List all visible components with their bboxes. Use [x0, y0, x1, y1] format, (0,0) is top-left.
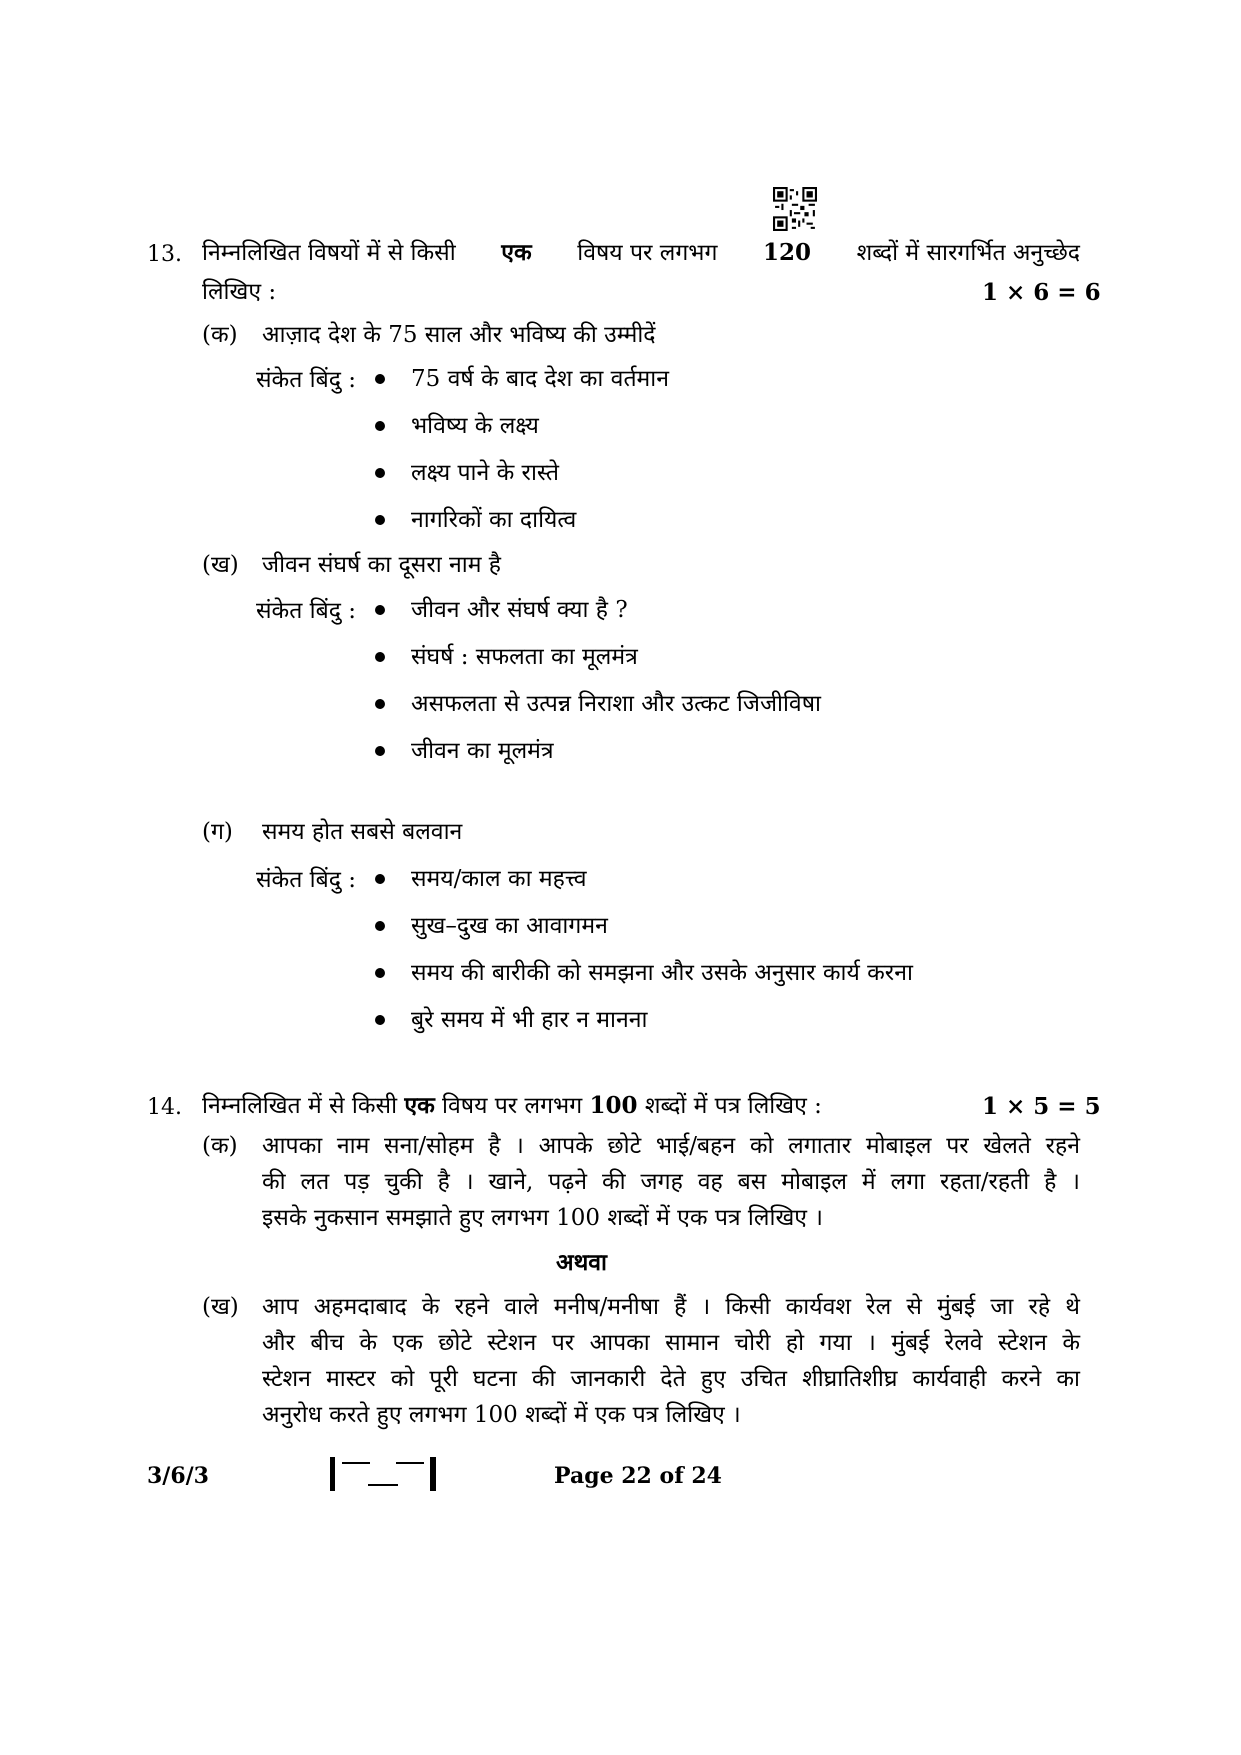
q14-option-b-text	[262, 1289, 1080, 1433]
bullet-icon	[375, 421, 385, 431]
q14-option-a-text	[262, 1128, 1080, 1236]
q13-option-b-label: (ख)	[202, 552, 239, 578]
q13-option-b-hint-label: संकेत बिंदु :	[256, 598, 356, 624]
q14-option-b-line: अनुरोध करते हुए लगभग 100 शब्दों में एक पत्र लिखिए ।	[262, 1402, 741, 1428]
q13-option-b-title: जीवन संघर्ष का दूसरा नाम है	[262, 552, 502, 578]
q14-option-b-line: स्टेशन मास्टर को पूरी घटना की जानकारी देते हुए उचित शीघ्रातिशीघ्र कार्यवाही करने का	[262, 1366, 1080, 1392]
bullet-icon	[375, 921, 385, 931]
bullet-icon	[375, 374, 385, 384]
q14-option-a-line: इसके नुकसान समझाते हुए लगभग 100 शब्दों में एक पत्र लिखिए ।	[262, 1205, 823, 1231]
q13-option-a-label: (क)	[202, 322, 238, 348]
q14-option-b-line: और बीच के एक छोटे स्टेशन पर आपका सामान चोरी हो गया । मुंबई रेलवे स्टेशन के	[262, 1330, 1080, 1356]
bullet-icon	[375, 699, 385, 709]
question-13-marks: 1 × 6 = 6	[982, 279, 1101, 306]
list-item: 75 वर्ष के बाद देश का वर्तमान	[375, 364, 669, 394]
q13-text-pre: निम्नलिखित विषयों में से किसी	[202, 240, 456, 266]
q14-text-mid: विषय पर लगभग	[442, 1093, 583, 1119]
q13-text-mid: विषय पर लगभग	[577, 240, 718, 266]
q14-option-b-label: (ख)	[202, 1294, 239, 1320]
list-item: असफलता से उत्पन्न निराशा और उत्कट जिजीविषा	[375, 689, 821, 719]
q13-text-bold: एक	[501, 239, 532, 266]
bullet-icon	[375, 968, 385, 978]
list-item: समय की बारीकी को समझना और उसके अनुसार कार्य करना	[375, 958, 913, 988]
barcode-icon	[330, 1457, 436, 1491]
q14-text-bold-count: 100	[589, 1092, 638, 1119]
page-number: Page 22 of 24	[554, 1463, 722, 1489]
q13-text-post: शब्दों में सारगर्भित अनुच्छेद	[856, 240, 1080, 266]
bullet-icon	[375, 746, 385, 756]
question-13-line-1	[202, 238, 1080, 268]
list-item: लक्ष्य पाने के रास्ते	[375, 458, 559, 488]
q14-option-a-line: आपका नाम सना/सोहम है । आपके छोटे भाई/बहन को लगातार मोबाइल पर खेलते रहने	[262, 1133, 1080, 1159]
bullet-icon	[375, 515, 385, 525]
q14-text-post: शब्दों में पत्र लिखिए :	[644, 1093, 822, 1119]
list-item: संघर्ष : सफलता का मूलमंत्र	[375, 642, 638, 672]
q14-text-bold: एक	[404, 1092, 435, 1119]
list-item: जीवन का मूलमंत्र	[375, 736, 554, 766]
paper-code: 3/6/3	[147, 1463, 209, 1489]
list-item: समय/काल का महत्त्व	[375, 864, 586, 894]
q13-option-c-title: समय होत सबसे बलवान	[262, 819, 463, 845]
bullet-icon	[375, 468, 385, 478]
list-item: सुख–दुख का आवागमन	[375, 911, 608, 941]
question-14-number: 14.	[147, 1095, 182, 1120]
bullet-icon	[375, 874, 385, 884]
q14-option-a-label: (क)	[202, 1133, 238, 1159]
q13-option-a-title: आज़ाद देश के 75 साल और भविष्य की उम्मीदें	[262, 322, 656, 348]
q13-text-bold-count: 120	[763, 239, 812, 266]
list-item: नागरिकों का दायित्व	[375, 505, 576, 535]
q13-option-c-label: (ग)	[202, 819, 233, 845]
question-13-number: 13.	[147, 242, 182, 267]
list-item: बुरे समय में भी हार न मानना	[375, 1005, 647, 1035]
q13-option-c-hint-label: संकेत बिंदु :	[256, 867, 356, 893]
bullet-icon	[375, 652, 385, 662]
bullet-icon	[375, 1015, 385, 1025]
qr-code-icon	[773, 187, 817, 231]
question-14-marks: 1 × 5 = 5	[982, 1093, 1101, 1120]
list-item: भविष्य के लक्ष्य	[375, 411, 539, 441]
question-14-line	[202, 1091, 822, 1121]
bullet-icon	[375, 605, 385, 615]
or-separator: अथवा	[556, 1249, 608, 1276]
q14-text-pre: निम्नलिखित में से किसी	[202, 1093, 398, 1119]
question-13-line-2: लिखिए :	[202, 279, 277, 305]
q13-option-a-hint-label: संकेत बिंदु :	[256, 367, 356, 393]
q14-option-a-line: की लत पड़ चुकी है । खाने, पढ़ने की जगह वह बस मोबाइल में लगा रहता/रहती है ।	[262, 1169, 1080, 1195]
q14-option-b-line: आप अहमदाबाद के रहने वाले मनीष/मनीषा हैं । किसी कार्यवश रेल से मुंबई जा रहे थे	[262, 1294, 1080, 1320]
list-item: जीवन और संघर्ष क्या है ?	[375, 595, 628, 625]
